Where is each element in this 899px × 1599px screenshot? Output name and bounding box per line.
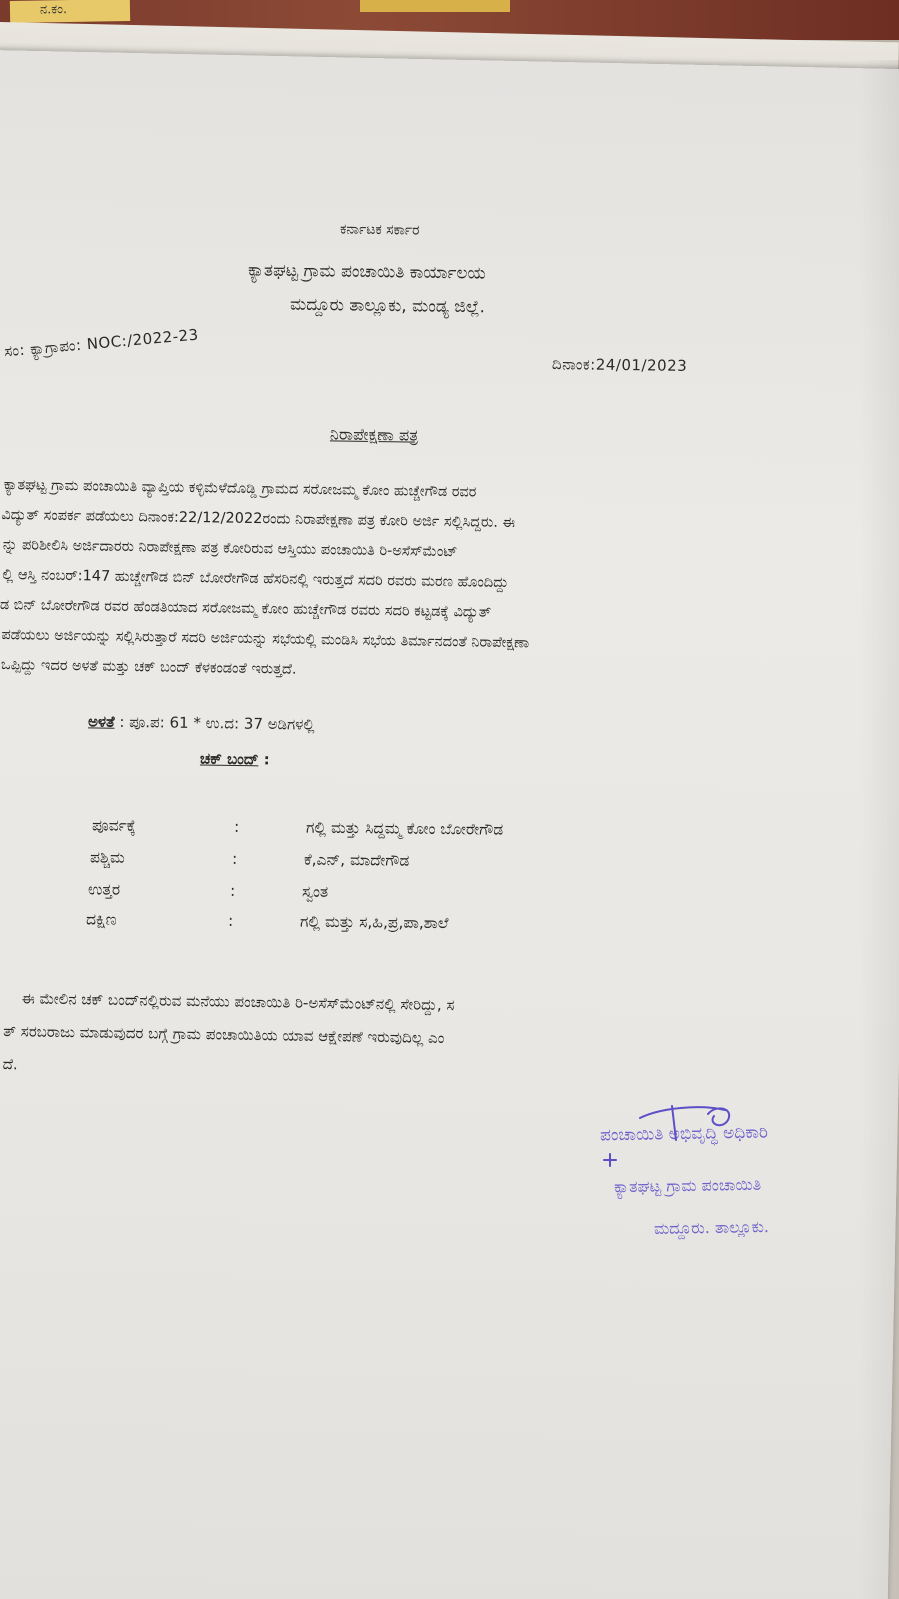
boundary-value: ಕೆ,ಎನ್, ಮಾದೇಗೌಡ	[303, 850, 410, 870]
body-line: ಪಡೆಯಲು ಅರ್ಜಿಯನ್ನು ಸಲ್ಲಿಸಿರುತ್ತಾರೆ ಸದರಿ ಅರ್ಜಿಯನ್ನು ಸಭೆಯಲ್ಲಿ ಮಂಡಿಸಿ ಸಭೆಯ ತಿರ್ಮಾನದಂತೆ ನಿರಾಪೇಕ್ಷಣಾ	[1, 627, 530, 652]
boundary-row-south	[86, 910, 786, 941]
boundary-row-west	[90, 848, 790, 879]
chak-bandh-heading	[200, 750, 270, 769]
letter-date: ದಿನಾಂಕ:24/01/2023	[551, 355, 688, 375]
letter-subject: ನಿರಾಪೇಕ್ಷಣಾ ಪತ್ರ	[329, 424, 419, 445]
boundary-colon: :	[227, 911, 234, 930]
stamp-panchayat-name: ಕ್ಯಾತಘಟ್ಟ ಗ್ರಾಮ ಪಂಚಾಯಿತಿ	[613, 1174, 762, 1197]
boundary-direction: ಉತ್ತರ	[87, 880, 121, 899]
boundary-value: ಗಲ್ಲಿ ಮತ್ತು ಸ,ಹಿ,ಪ್ರ,ಪಾ,ಶಾಲೆ	[299, 912, 449, 933]
dimensions-label: ಅಳತೆ	[87, 712, 115, 731]
government-heading: ಕರ್ನಾಟಕ ಸರ್ಕಾರ	[339, 221, 420, 239]
reference-number: ಸಂ: ಕ್ಯಾಗ್ರಾಪಂ: NOC:/2022-23	[3, 325, 200, 361]
body-line: ನ್ನು ಪರಿಶೀಲಿಸಿ ಅರ್ಜಿದಾರರು ನಿರಾಪೇಕ್ಷಣಾ ಪತ್ರ ಕೋರಿರುವ ಆಸ್ತಿಯು ಪಂಚಾಯಿತಿ ರಿ-ಅಸೆಸ್‌ಮೆಂಟ್	[2, 537, 458, 561]
stamp-officer-title: ಪಂಚಾಯಿತಿ ಅಭಿವೃದ್ಧಿ ಅಧಿಕಾರಿ	[599, 1122, 769, 1146]
closing-line: ತ್ ಸರಬರಾಜು ಮಾಡುವುದರ ಬಗ್ಗೆ ಗ್ರಾಮ ಪಂಚಾಯಿತಿಯ ಯಾವ ಆಕ್ಷೇಪಣೆ ಇರುವುದಿಲ್ಲ ಎಂ	[3, 1022, 445, 1047]
office-heading: ಕ್ಯಾತಘಟ್ಟ ಗ್ರಾಮ ಪಂಚಾಯಿತಿ ಕಾರ್ಯಾಲಯ	[247, 260, 486, 284]
boundary-colon: :	[231, 849, 238, 868]
boundary-direction: ಪಶ್ಚಿಮ	[89, 848, 125, 867]
background-card-text: ನ.ಕಂ.	[39, 2, 68, 18]
body-line: ವಿದ್ಯುತ್ ಸಂಪರ್ಕ ಪಡೆಯಲು ದಿನಾಂಕ:22/12/2022ರಂದು ನಿರಾಪೇಕ್ಷಣಾ ಪತ್ರ ಕೋರಿ ಅರ್ಜಿ ಸಲ್ಲಿಸಿದ್ದರು. ಈ	[1, 507, 516, 532]
boundary-colon: :	[233, 817, 240, 836]
body-line: ಕ್ಯಾತಘಟ್ಟ ಗ್ರಾಮ ಪಂಚಾಯಿತಿ ವ್ಯಾಪ್ತಿಯ ಕಳ್ಳಿಮೆಳೆದೊಡ್ಡಿ ಗ್ರಾಮದ ಸರೋಜಮ್ಮ ಕೋಂ ಹುಚ್ಚೇಗೌಡ ರವರ	[3, 477, 477, 501]
stamp-taluk: ಮದ್ದೂರು. ತಾಲ್ಲೂಕು.	[653, 1216, 770, 1239]
chak-bandh-colon: :	[263, 750, 270, 769]
dimensions-value: : ಪೂ.ಪ: 61 * ಉ.ದ: 37 ಅಡಿಗಳಲ್ಲಿ	[119, 712, 315, 734]
boundary-row-east	[92, 816, 792, 847]
boundary-row-north	[88, 880, 788, 911]
closing-line: ಈ ಮೇಲಿನ ಚಕ್ ಬಂದ್‌ನಲ್ಲಿರುವ ಮನೆಯು ಪಂಚಾಯಿತಿ ರಿ-ಅಸೆಸ್‌ಮೆಂಟ್‌ನಲ್ಲಿ ಸೇರಿದ್ದು, ಸ	[21, 989, 455, 1015]
body-line: ಲ್ಲಿ ಆಸ್ತಿ ನಂಬರ್:147 ಹುಚ್ಚೇಗೌಡ ಬಿನ್ ಬೋರೇಗೌಡ ಹೆಸರಿನಲ್ಲಿ ಇರುತ್ತದೆ ಸದರಿ ರವರು ಮರಣ ಹೊಂದಿದ್ದು	[2, 567, 509, 592]
boundary-value: ಸ್ವಂತ	[301, 882, 329, 901]
boundary-direction: ಪೂರ್ವಕ್ಕೆ	[91, 816, 136, 835]
chak-bandh-label: ಚಕ್ ಬಂದ್	[199, 749, 259, 769]
dimensions-line	[88, 712, 315, 733]
boundary-value: ಗಲ್ಲಿ ಮತ್ತು ಸಿದ್ದಮ್ಮ ಕೋಂ ಬೋರೇಗೌಡ	[305, 818, 504, 839]
boundary-direction: ದಕ್ಷಿಣ	[85, 910, 117, 929]
boundary-colon: :	[229, 881, 236, 900]
body-paragraph	[0, 470, 899, 694]
body-line: ಒಪ್ಪಿದ್ದು ಇದರ ಅಳತೆ ಮತ್ತು ಚಕ್ ಬಂದ್ ಕೆಳಕಂಡಂತೆ ಇರುತ್ತದೆ.	[0, 657, 297, 678]
closing-paragraph	[0, 982, 899, 1095]
location-heading: ಮದ್ದೂರು ತಾಲ್ಲೂಕು, ಮಂಡ್ಯ ಜಿಲ್ಲೆ.	[289, 294, 486, 318]
body-line: ಡ ಬಿನ್ ಬೋರೇಗೌಡ ರವರ ಹೆಂಡತಿಯಾದ ಸರೋಜಮ್ಮ ಕೋಂ ಹುಚ್ಚೇಗೌಡ ರವರು ಸದರಿ ಕಟ್ಟಡಕ್ಕೆ ವಿದ್ಯುತ್	[0, 597, 492, 621]
closing-line: ದೆ.	[2, 1055, 18, 1074]
